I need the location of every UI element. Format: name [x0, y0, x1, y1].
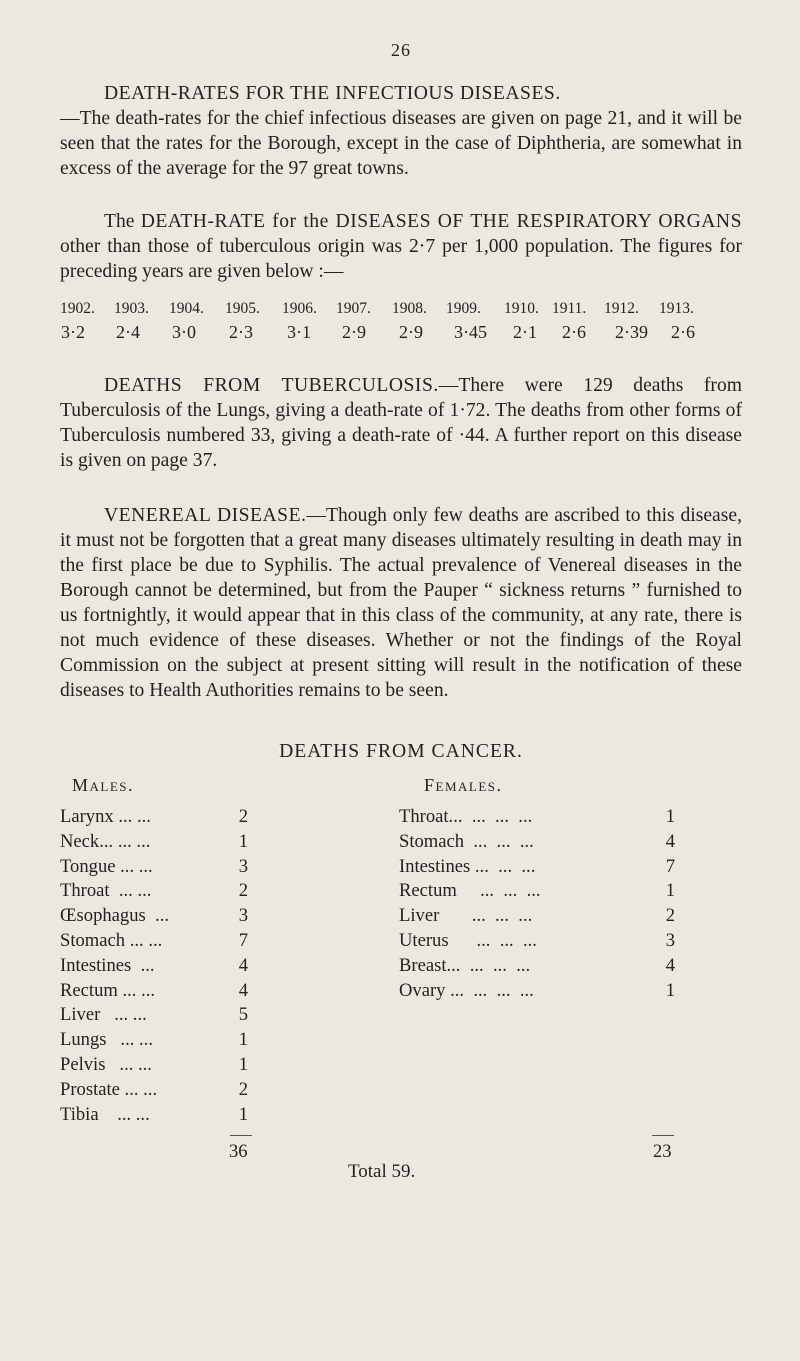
male-cancer-count: 2 [238, 1078, 248, 1100]
leader-dots: ... ... [113, 806, 151, 827]
leader-dots: ... ... ... [460, 954, 531, 976]
female-cancer-site: Ovary ... [399, 979, 465, 1001]
male-cancer-row [60, 805, 248, 830]
respiratory-lead: The [104, 211, 135, 232]
cancer-table [60, 775, 742, 1182]
female-cancer-site: Stomach [399, 830, 465, 852]
female-cancer-site: Liver [399, 905, 440, 927]
tuberculosis-text: —There were 129 deaths from Tuberculosis of the Lungs, giving a death-rate of 1·72. The deaths from other forms of Tuberculosis numbered 33, giving a death-rate of ·44. A further report on this disease is given on page 37. [60, 375, 742, 471]
female-cancer-row [399, 929, 675, 954]
female-cancer-row [399, 879, 675, 904]
rate-cell: 2·4 [116, 322, 140, 342]
leader-dots: ... [131, 954, 155, 976]
male-cancer-count: 4 [238, 954, 248, 976]
female-cancer-site: Uterus [399, 929, 449, 951]
female-cancer-site: Breast... [399, 954, 461, 976]
male-cancer-row [60, 1028, 248, 1053]
female-cancer-row [399, 805, 675, 830]
female-cancer-row [399, 954, 675, 979]
leader-dots: ... ... [115, 855, 153, 877]
male-cancer-count: 2 [238, 880, 248, 902]
cancer-heading: DEATHS FROM CANCER. [279, 741, 523, 762]
venereal-paragraph [60, 503, 742, 703]
leader-dots: ... ... ... [448, 929, 537, 951]
tuberculosis-heading: DEATHS FROM TUBERCULOSIS. [104, 375, 439, 396]
page-number: 26 [391, 40, 411, 60]
respiratory-paragraph [60, 209, 742, 284]
rate-cell: 2·3 [229, 322, 253, 342]
year-cell: 1912. [604, 300, 639, 317]
male-cancer-site: Larynx [60, 806, 114, 827]
males-column-heading: Males. [72, 775, 135, 795]
female-cancer-count: 1 [665, 806, 675, 827]
rate-cell: 2·9 [342, 322, 366, 342]
leader-dots: ... ... [488, 855, 536, 877]
male-cancer-count: 1 [238, 1053, 248, 1075]
rate-cell: 2·6 [562, 322, 586, 342]
females-list [399, 805, 675, 1003]
leader-dots: ... [138, 1078, 158, 1100]
male-cancer-site: Liver [60, 1004, 101, 1026]
male-cancer-row [60, 1003, 248, 1028]
year-cell: 1913. [659, 300, 694, 317]
leader-dots: ... ... [106, 1029, 153, 1051]
female-cancer-count: 4 [665, 830, 675, 852]
male-cancer-site: Tongue [60, 855, 116, 877]
female-cancer-row [399, 904, 675, 929]
year-cell: 1905. [225, 300, 260, 317]
female-cancer-site: Throat... [399, 806, 463, 827]
female-cancer-count: 4 [665, 954, 675, 976]
female-cancer-count: 2 [665, 905, 675, 927]
year-cell: 1909. [446, 300, 481, 317]
rate-cell: 2·6 [671, 322, 695, 342]
year-cell: 1904. [169, 300, 204, 317]
leader-dots: ... ... [113, 830, 151, 852]
males-total: 36 [229, 1141, 248, 1162]
year-cell: 1902. [60, 300, 95, 317]
male-cancer-row [60, 1078, 248, 1103]
female-cancer-site: Intestines ... [399, 855, 489, 877]
male-cancer-site: Rectum [60, 979, 118, 1001]
female-cancer-count: 1 [665, 979, 675, 1001]
venereal-text: —Though only few deaths are ascribed to this disease, it must not be forgotten that a great many diseases ultimately resulting in death may in the first place be due to Syphilis. The actual prevalence of Venereal diseases in the Borough cannot be determined, but from the Pauper “ sickness returns ” furnished to us fortnightly, it would appear that in this class of the community, at any rate, there is not much evidence of these diseases. Whether or not the findings of the Royal Commission on the subject at present sitting will result in the notification of these diseases to Health Authorities remains to be seen. [60, 505, 742, 701]
female-cancer-count: 1 [665, 880, 675, 902]
respiratory-heading: DEATH-RATE for the DISEASES OF THE RESPIRATORY ORGANS [140, 211, 742, 232]
male-cancer-site: Œsophagus [60, 905, 146, 927]
leader-dots: ... ... ... [464, 979, 534, 1001]
male-cancer-count: 3 [238, 855, 248, 877]
male-cancer-site: Intestines [60, 954, 132, 976]
male-cancer-count: 4 [238, 979, 248, 1001]
male-cancer-count: 5 [238, 1004, 248, 1026]
male-cancer-site: Lungs [60, 1029, 107, 1051]
year-cell: 1910. [504, 300, 539, 317]
male-cancer-row [60, 929, 248, 954]
leader-dots: ... ... [109, 880, 152, 902]
respiratory-text: other than those of tuberculous origin was 2·7 per 1,000 population. The figures for preceding years are given below :— [60, 236, 742, 282]
rate-cell: 2·9 [399, 322, 423, 342]
male-cancer-count: 3 [238, 905, 248, 927]
infectious-heading: DEATH-RATES FOR THE INFECTIOUS DISEASES. [104, 83, 561, 104]
females-total: 23 [653, 1141, 672, 1162]
years-row [60, 300, 742, 318]
leader-dots: ... ... [98, 1103, 150, 1125]
rate-cell: 3·45 [454, 322, 487, 342]
rate-cell: 3·2 [61, 322, 85, 342]
male-cancer-site: Prostate ... [60, 1078, 139, 1100]
female-cancer-row [399, 830, 675, 855]
rate-cell: 3·1 [287, 322, 311, 342]
male-cancer-count: 1 [238, 1029, 248, 1051]
tuberculosis-paragraph [60, 373, 742, 473]
leader-dots: ... ... [117, 979, 156, 1001]
male-cancer-site: Pelvis [60, 1053, 106, 1075]
year-cell: 1906. [282, 300, 317, 317]
male-cancer-site: Stomach ... [60, 929, 144, 951]
cancer-grand-total: Total 59. [348, 1161, 416, 1182]
leader-dots: ... ... ... [464, 830, 534, 852]
female-cancer-count: 7 [665, 855, 675, 877]
male-cancer-row [60, 830, 248, 855]
male-cancer-row [60, 1103, 248, 1128]
leader-dots: ... ... [105, 1053, 152, 1075]
infectious-paragraph [60, 81, 742, 181]
rate-cell: 2·1 [513, 322, 537, 342]
male-cancer-count: 2 [238, 806, 248, 827]
male-cancer-count: 1 [238, 830, 248, 852]
year-cell: 1908. [392, 300, 427, 317]
females-column-heading: Females. [424, 775, 503, 795]
infectious-text: —The death-rates for the chief infectious diseases are given on page 21, and it will be seen that the rates for the Borough, except in the case of Diphtheria, are somewhat in excess of the average for the 97 great towns. [60, 108, 742, 179]
male-cancer-row [60, 879, 248, 904]
male-cancer-row [60, 1053, 248, 1078]
venereal-heading: VENEREAL DISEASE. [104, 505, 307, 526]
year-cell: 1907. [336, 300, 371, 317]
respiratory-years-table [60, 300, 742, 343]
year-cell: 1911. [552, 300, 587, 317]
males-total-rule [230, 1135, 252, 1136]
leader-dots: ... ... ... [456, 880, 541, 902]
leader-dots: ... [143, 929, 163, 951]
female-cancer-count: 3 [665, 929, 675, 951]
male-cancer-row [60, 979, 248, 1004]
leader-dots: ... ... ... [439, 905, 533, 927]
male-cancer-row [60, 855, 248, 880]
male-cancer-row [60, 904, 248, 929]
male-cancer-site: Tibia [60, 1103, 99, 1125]
leader-dots: ... [145, 905, 169, 927]
female-cancer-site: Rectum [399, 880, 457, 902]
female-cancer-row [399, 979, 675, 1004]
male-cancer-site: Throat [60, 880, 110, 902]
males-list [60, 805, 248, 1127]
female-cancer-row [399, 855, 675, 880]
year-cell: 1903. [114, 300, 149, 317]
rate-cell: 3·0 [172, 322, 196, 342]
females-total-rule [652, 1135, 674, 1136]
male-cancer-count: 7 [238, 929, 248, 951]
leader-dots: ... ... [100, 1004, 147, 1026]
male-cancer-row [60, 954, 248, 979]
rate-cell: 2·39 [615, 322, 648, 342]
male-cancer-count: 1 [238, 1103, 248, 1125]
death-rate-row [60, 322, 742, 343]
male-cancer-site: Neck... [60, 830, 114, 852]
leader-dots: ... ... ... [462, 806, 533, 827]
